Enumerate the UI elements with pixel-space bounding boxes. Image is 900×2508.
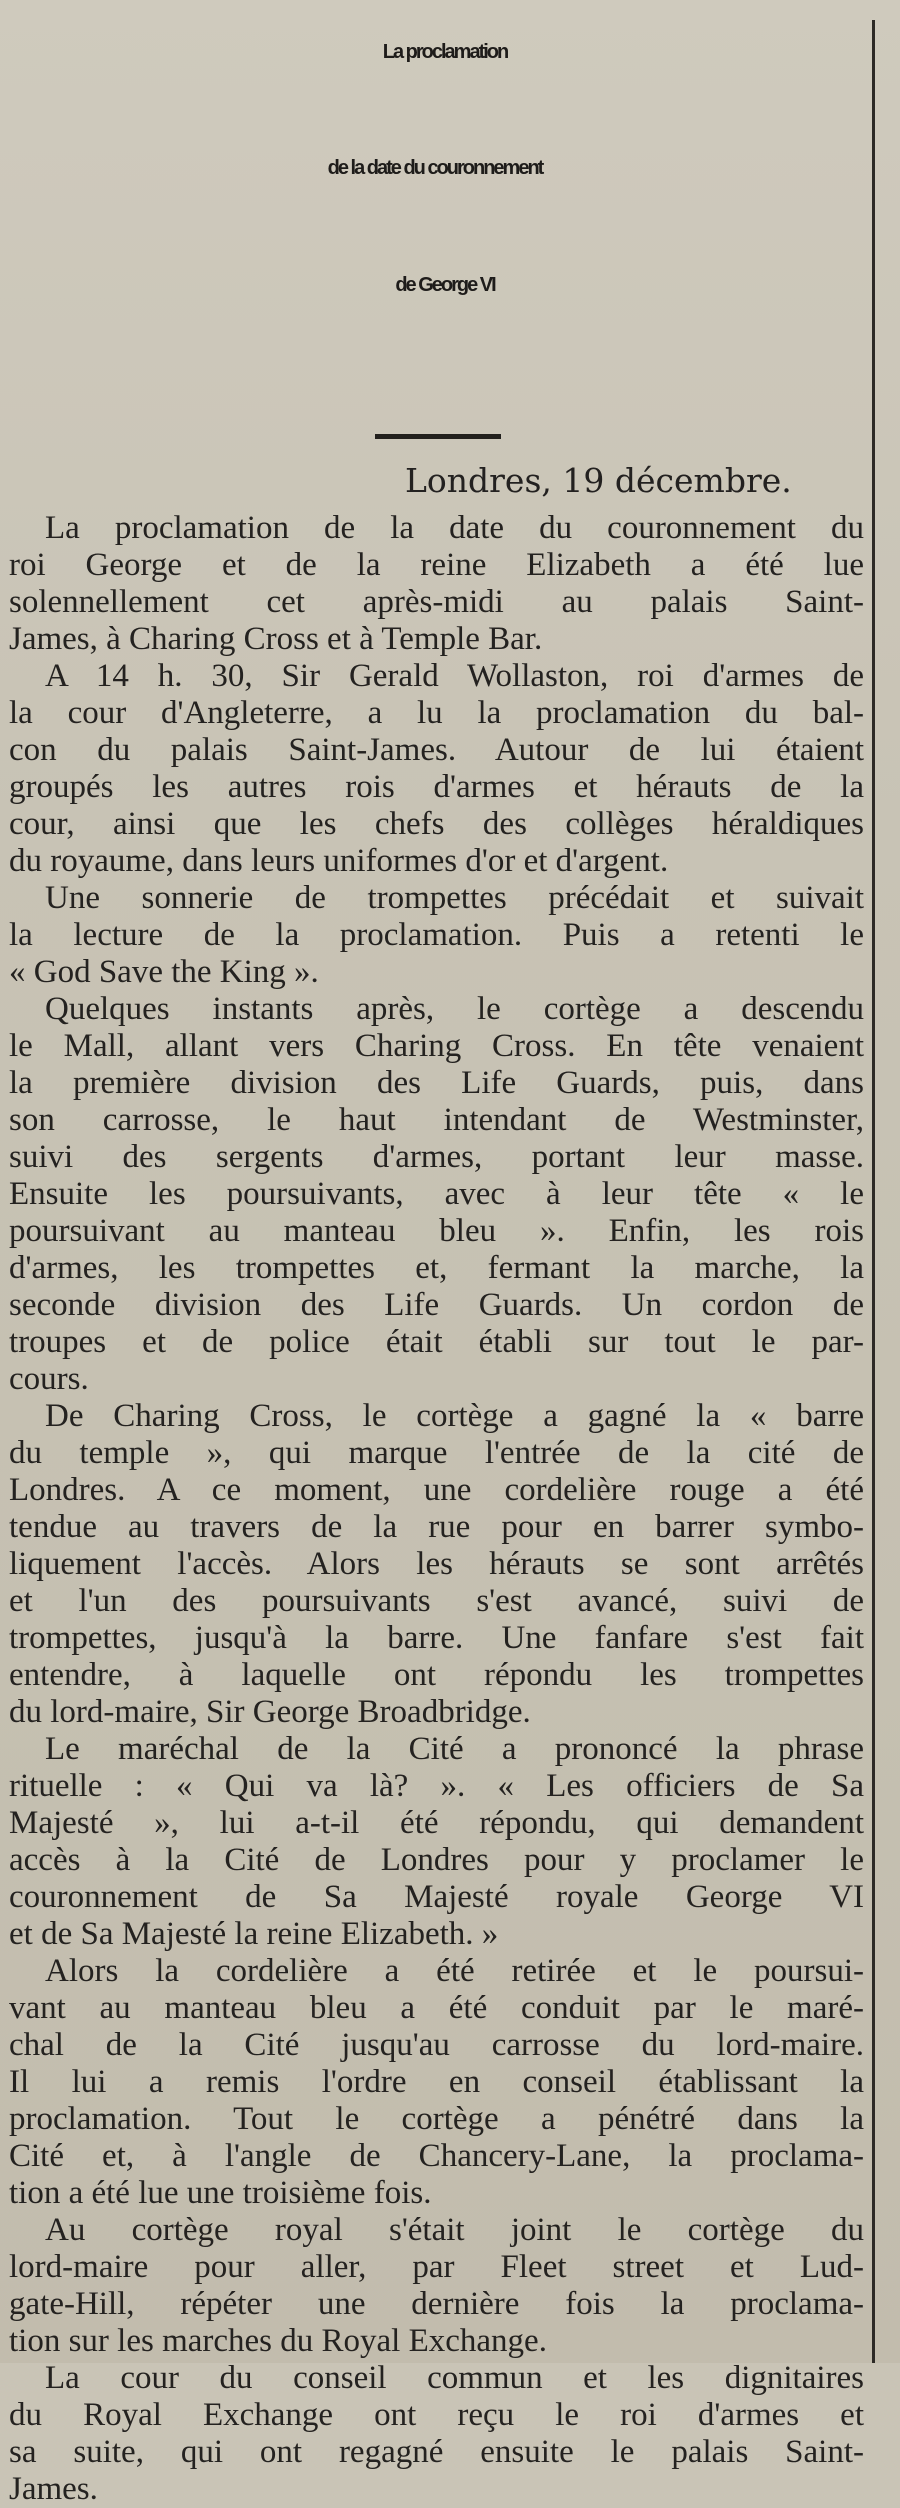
article-line: La cour du conseil commun et les dignitaires [45,2360,864,2396]
article-line: d'armes, les trompettes et, fermant la marche, la [9,1250,864,1286]
article-line: du temple », qui marque l'entrée de la cité de [9,1435,864,1471]
article-line: vant au manteau bleu a été conduit par le maré- [9,1990,864,2026]
article-line: Il lui a remis l'ordre en conseil établissant la [9,2064,864,2100]
article-line: Au cortège royal s'était joint le cortège du [45,2212,864,2248]
article-line: Ensuite les poursuivants, avec à leur tête « le [9,1176,864,1212]
article-line: tion a été lue une troisième fois. [9,2175,432,2211]
article-line: James, à Charing Cross et à Temple Bar. [9,621,543,657]
article-line: la première division des Life Guards, puis, dans [9,1065,864,1101]
article-line: du royaume, dans leurs uniformes d'or et d'argent. [9,843,669,879]
article-line: du lord-maire, Sir George Broadbridge. [9,1694,531,1730]
article-line: Majesté », lui a-t-il été répondu, qui demandent [9,1805,864,1841]
article-line: suivi des sergents d'armes, portant leur masse. [9,1139,864,1175]
article-line: rituelle : « Qui va là? ». « Les officiers de Sa [9,1768,864,1804]
dateline: Londres, 19 décembre. [405,461,792,500]
headline-line-1: La proclamation [382,41,508,63]
article-line: du Royal Exchange ont reçu le roi d'armes et [9,2397,864,2433]
article-line: Alors la cordelière a été retirée et le poursui- [45,1953,864,1989]
article-line: James. [9,2471,98,2507]
article-body [9,510,864,2508]
article-line: con du palais Saint-James. Autour de lui étaient [9,732,864,768]
article-line: et de Sa Majesté la reine Elizabeth. » [9,1916,499,1952]
article-line: sa suite, qui ont regagné ensuite le palais Saint- [9,2434,864,2470]
article-line: troupes et de police était établi sur tout le par- [9,1324,864,1360]
article-line: cours. [9,1361,89,1397]
article-line: De Charing Cross, le cortège a gagné la « barre [45,1398,864,1434]
article-line: A 14 h. 30, Sir Gerald Wollaston, roi d'armes de [45,658,864,694]
article-line: gate-Hill, répéter une dernière fois la proclama- [9,2286,864,2322]
article-line: Cité et, à l'angle de Chancery-Lane, la proclama- [9,2138,864,2174]
article-line: entendre, à laquelle ont répondu les trompettes [9,1657,864,1693]
headline-line-2: de la date du couronnement [327,157,543,179]
article-line: La proclamation de la date du couronnement du [45,510,864,546]
article-line: solennellement cet après-midi au palais Saint- [9,584,864,620]
article-line: lord-maire pour aller, par Fleet street et Lud- [9,2249,864,2285]
article-line: roi George et de la reine Elizabeth a été lue [9,547,864,583]
article-line: la lecture de la proclamation. Puis a retenti le [9,917,864,953]
article-line: le Mall, allant vers Charing Cross. En tête venaient [9,1028,864,1064]
article-line: poursuivant au manteau bleu ». Enfin, les rois [9,1213,864,1249]
article-line: liquement l'accès. Alors les hérauts se sont arrêtés [9,1546,864,1582]
article-line: et l'un des poursuivants s'est avancé, suivi de [9,1583,864,1619]
article-line: proclamation. Tout le cortège a pénétré dans la [9,2101,864,2137]
article-line: cour, ainsi que les chefs des collèges héraldiques [9,806,864,842]
column-rule [872,20,875,2363]
article-line: accès à la Cité de Londres pour y proclamer le [9,1842,864,1878]
article-line: seconde division des Life Guards. Un cordon de [9,1287,864,1323]
article-line: chal de la Cité jusqu'au carrosse du lord-maire. [9,2027,864,2063]
article-line: couronnement de Sa Majesté royale George VI [9,1879,864,1915]
article-line: Le maréchal de la Cité a prononcé la phrase [45,1731,864,1767]
article-line: trompettes, jusqu'à la barre. Une fanfare s'est fait [9,1620,864,1656]
article-line: Londres. A ce moment, une cordelière rouge a été [9,1472,864,1508]
article-line: tion sur les marches du Royal Exchange. [9,2323,547,2359]
headline-line-3: de George VI [395,274,495,296]
article-line: la cour d'Angleterre, a lu la proclamation du bal- [9,695,864,731]
article-line: « God Save the King ». [9,954,319,990]
article-line: tendue au travers de la rue pour en barrer symbo- [9,1509,864,1545]
article-line: son carrosse, le haut intendant de Westminster, [9,1102,864,1138]
headline-rule [375,434,501,439]
article-line: groupés les autres rois d'armes et hérauts de la [9,769,864,805]
article-line: Quelques instants après, le cortège a descendu [45,991,864,1027]
article-line: Une sonnerie de trompettes précédait et suivait [45,880,864,916]
